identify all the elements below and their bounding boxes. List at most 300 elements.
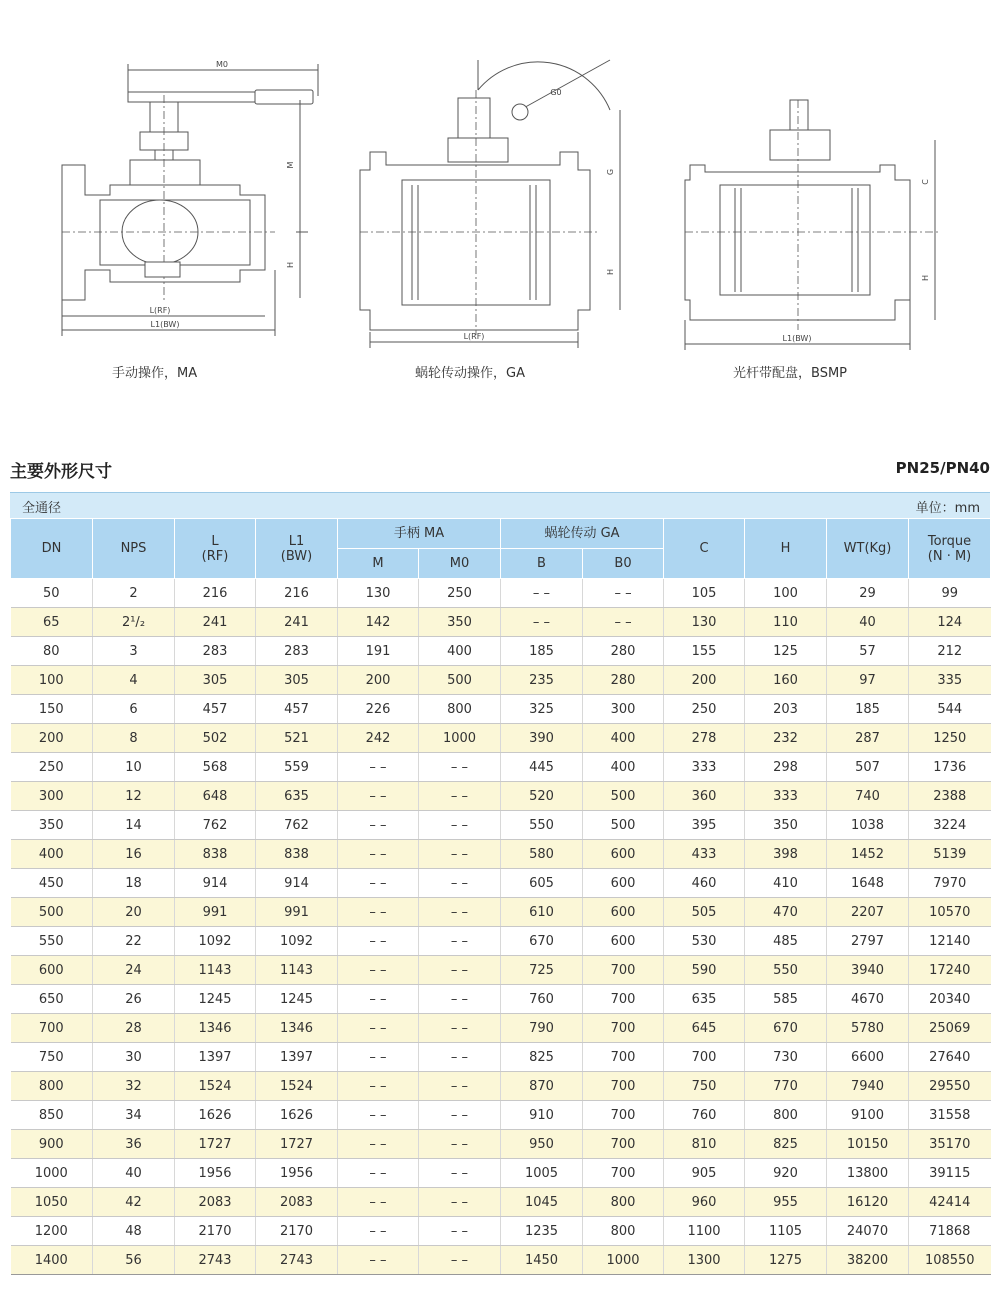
table-cell: 700 xyxy=(11,1014,93,1043)
table-cell: 600 xyxy=(583,840,664,869)
figure-caption-ma: 手动操作，MA xyxy=(112,366,198,381)
dim-h-label-3: H xyxy=(921,274,930,282)
table-cell: 42 xyxy=(93,1188,175,1217)
table-cell: 645 xyxy=(664,1014,745,1043)
table-cell: 700 xyxy=(583,985,664,1014)
table-cell: 470 xyxy=(745,898,827,927)
table-cell: 108550 xyxy=(909,1246,991,1275)
table-cell: 185 xyxy=(501,637,583,666)
table-cell: – – xyxy=(338,811,419,840)
table-cell: 400 xyxy=(583,724,664,753)
table-cell: 500 xyxy=(419,666,501,695)
table-cell: 635 xyxy=(256,782,338,811)
table-cell: 250 xyxy=(664,695,745,724)
table-cell: 770 xyxy=(745,1072,827,1101)
table-cell: 505 xyxy=(664,898,745,927)
table-cell: 1275 xyxy=(745,1246,827,1275)
table-cell: 590 xyxy=(664,956,745,985)
table-cell: 305 xyxy=(175,666,256,695)
table-cell: 991 xyxy=(175,898,256,927)
table-cell: 1346 xyxy=(175,1014,256,1043)
table-cell: 242 xyxy=(338,724,419,753)
table-cell: 12140 xyxy=(909,927,991,956)
table-cell: 825 xyxy=(501,1043,583,1072)
table-cell: 1245 xyxy=(175,985,256,1014)
table-cell: 725 xyxy=(501,956,583,985)
table-cell: 550 xyxy=(501,811,583,840)
table-cell: 3940 xyxy=(827,956,909,985)
table-cell: 700 xyxy=(583,956,664,985)
section-header xyxy=(10,457,990,485)
table-cell: – – xyxy=(338,927,419,956)
table-cell: – – xyxy=(419,869,501,898)
dim-m0-label: M0 xyxy=(216,60,228,69)
table-cell: 395 xyxy=(664,811,745,840)
table-cell: 500 xyxy=(11,898,93,927)
table-cell: 31558 xyxy=(909,1101,991,1130)
table-row xyxy=(11,840,991,869)
table-cell: 635 xyxy=(664,985,745,1014)
table-cell: 960 xyxy=(664,1188,745,1217)
table-cell: 7970 xyxy=(909,869,991,898)
table-cell: 450 xyxy=(11,869,93,898)
table-cell: 900 xyxy=(11,1130,93,1159)
col-m: M xyxy=(338,549,419,579)
table-cell: 1450 xyxy=(501,1246,583,1275)
table-cell: 1727 xyxy=(175,1130,256,1159)
table-cell: – – xyxy=(419,1217,501,1246)
dim-l1-label-3: L1(BW) xyxy=(782,334,812,343)
table-cell: 6600 xyxy=(827,1043,909,1072)
col-group-ma: 手柄 MA xyxy=(338,519,501,549)
table-cell: 5139 xyxy=(909,840,991,869)
table-cell: 1346 xyxy=(256,1014,338,1043)
table-row xyxy=(11,1043,991,1072)
table-cell: 42414 xyxy=(909,1188,991,1217)
table-cell: 333 xyxy=(664,753,745,782)
table-cell: 460 xyxy=(664,869,745,898)
table-cell: 65 xyxy=(11,608,93,637)
table-cell: 200 xyxy=(11,724,93,753)
col-m0: M0 xyxy=(419,549,501,579)
table-cell: 400 xyxy=(419,637,501,666)
table-cell: 585 xyxy=(745,985,827,1014)
table-cell: 550 xyxy=(745,956,827,985)
table-cell: 16120 xyxy=(827,1188,909,1217)
table-cell: 50 xyxy=(11,579,93,608)
table-cell: – – xyxy=(419,1246,501,1275)
table-cell: 24 xyxy=(93,956,175,985)
col-b0: B0 xyxy=(583,549,664,579)
table-cell: 648 xyxy=(175,782,256,811)
table-cell: – – xyxy=(419,1014,501,1043)
table-cell: 130 xyxy=(338,579,419,608)
table-cell: 1000 xyxy=(11,1159,93,1188)
table-row xyxy=(11,1014,991,1043)
table-cell: 670 xyxy=(745,1014,827,1043)
table-cell: 400 xyxy=(11,840,93,869)
table-cell: 300 xyxy=(583,695,664,724)
table-cell: 950 xyxy=(501,1130,583,1159)
table-cell: 241 xyxy=(256,608,338,637)
table-row xyxy=(11,1217,991,1246)
table-cell: 22 xyxy=(93,927,175,956)
table-cell: – – xyxy=(338,1217,419,1246)
table-cell: 7940 xyxy=(827,1072,909,1101)
table-row xyxy=(11,1101,991,1130)
table-cell: – – xyxy=(583,608,664,637)
table-cell: 250 xyxy=(419,579,501,608)
table-cell: 2797 xyxy=(827,927,909,956)
table-cell: 1143 xyxy=(256,956,338,985)
table-cell: 360 xyxy=(664,782,745,811)
table-cell: 287 xyxy=(827,724,909,753)
table-cell: 4 xyxy=(93,666,175,695)
table-cell: – – xyxy=(338,1130,419,1159)
table-cell: 507 xyxy=(827,753,909,782)
table-cell: 216 xyxy=(175,579,256,608)
table-cell: 100 xyxy=(745,579,827,608)
table-cell: 71868 xyxy=(909,1217,991,1246)
table-cell: 18 xyxy=(93,869,175,898)
table-cell: – – xyxy=(338,1188,419,1217)
col-torque: Torque (N · M) xyxy=(909,519,991,579)
table-row xyxy=(11,985,991,1014)
table-cell: 305 xyxy=(256,666,338,695)
table-cell: 40 xyxy=(827,608,909,637)
table-cell: 241 xyxy=(175,608,256,637)
table-cell: 155 xyxy=(664,637,745,666)
table-cell: 762 xyxy=(175,811,256,840)
table-row xyxy=(11,753,991,782)
table-row xyxy=(11,1130,991,1159)
table-cell: 39115 xyxy=(909,1159,991,1188)
table-row xyxy=(11,579,991,608)
table-cell: 914 xyxy=(256,869,338,898)
table-cell: – – xyxy=(338,1101,419,1130)
table-row xyxy=(11,1246,991,1275)
table-row xyxy=(11,927,991,956)
table-cell: – – xyxy=(338,956,419,985)
table-cell: 568 xyxy=(175,753,256,782)
table-row xyxy=(11,1188,991,1217)
table-cell: – – xyxy=(419,1101,501,1130)
table-cell: 920 xyxy=(745,1159,827,1188)
table-cell: 800 xyxy=(583,1188,664,1217)
table-cell: 150 xyxy=(11,695,93,724)
table-cell: 502 xyxy=(175,724,256,753)
col-dn: DN xyxy=(11,519,93,579)
table-cell: 1300 xyxy=(664,1246,745,1275)
table-cell: 750 xyxy=(11,1043,93,1072)
table-cell: 398 xyxy=(745,840,827,869)
table-cell: 2170 xyxy=(175,1217,256,1246)
table-cell: 27640 xyxy=(909,1043,991,1072)
table-cell: – – xyxy=(419,811,501,840)
table-cell: 30 xyxy=(93,1043,175,1072)
table-cell: 810 xyxy=(664,1130,745,1159)
table-cell: 760 xyxy=(664,1101,745,1130)
table-cell: 80 xyxy=(11,637,93,666)
table-cell: 283 xyxy=(256,637,338,666)
table-cell: 57 xyxy=(827,637,909,666)
table-cell: 760 xyxy=(501,985,583,1014)
table-cell: 191 xyxy=(338,637,419,666)
table-cell: 350 xyxy=(419,608,501,637)
col-c: C xyxy=(664,519,745,579)
table-cell: 700 xyxy=(664,1043,745,1072)
table-cell: 17240 xyxy=(909,956,991,985)
table-cell: 212 xyxy=(909,637,991,666)
table-cell: 1524 xyxy=(175,1072,256,1101)
table-cell: 730 xyxy=(745,1043,827,1072)
table-cell: 1092 xyxy=(256,927,338,956)
table-cell: 130 xyxy=(664,608,745,637)
table-cell: 1245 xyxy=(256,985,338,1014)
table-body xyxy=(11,579,991,1275)
table-row xyxy=(11,898,991,927)
table-cell: 250 xyxy=(11,753,93,782)
table-cell: – – xyxy=(419,1043,501,1072)
table-cell: 29550 xyxy=(909,1072,991,1101)
table-cell: 1736 xyxy=(909,753,991,782)
table-cell: 1235 xyxy=(501,1217,583,1246)
table-cell: 1956 xyxy=(256,1159,338,1188)
table-cell: – – xyxy=(501,579,583,608)
table-cell: 600 xyxy=(583,869,664,898)
table-cell: 790 xyxy=(501,1014,583,1043)
table-cell: 335 xyxy=(909,666,991,695)
table-cell: 838 xyxy=(256,840,338,869)
table-cell: 232 xyxy=(745,724,827,753)
table-cell: 559 xyxy=(256,753,338,782)
table-cell: 1956 xyxy=(175,1159,256,1188)
table-cell: – – xyxy=(338,869,419,898)
table-cell: – – xyxy=(338,985,419,1014)
table-cell: 991 xyxy=(256,898,338,927)
table-cell: 97 xyxy=(827,666,909,695)
figure-caption-bsmp: 光杆带配盘，BSMP xyxy=(733,366,847,381)
table-cell: 20340 xyxy=(909,985,991,1014)
dim-h-label-2: H xyxy=(606,268,615,276)
dim-l1-label: L1(BW) xyxy=(150,320,180,329)
table-cell: 1397 xyxy=(256,1043,338,1072)
table-cell: 100 xyxy=(11,666,93,695)
table-cell: 3 xyxy=(93,637,175,666)
table-cell: 955 xyxy=(745,1188,827,1217)
table-cell: 26 xyxy=(93,985,175,1014)
table-cell: – – xyxy=(338,1014,419,1043)
table-cell: 333 xyxy=(745,782,827,811)
table-cell: 520 xyxy=(501,782,583,811)
pressure-class: PN25/PN40 xyxy=(895,459,990,477)
table-cell: – – xyxy=(419,782,501,811)
table-cell: 445 xyxy=(501,753,583,782)
bore-type: 全通径 xyxy=(22,501,62,516)
table-cell: 2¹/₂ xyxy=(93,608,175,637)
table-cell: 325 xyxy=(501,695,583,724)
table-cell: 1050 xyxy=(11,1188,93,1217)
col-nps: NPS xyxy=(93,519,175,579)
table-row xyxy=(11,782,991,811)
table-row xyxy=(11,608,991,637)
table-cell: 800 xyxy=(745,1101,827,1130)
table-cell: 457 xyxy=(256,695,338,724)
table-cell: 350 xyxy=(11,811,93,840)
table-cell: 142 xyxy=(338,608,419,637)
table-cell: 410 xyxy=(745,869,827,898)
table-cell: 850 xyxy=(11,1101,93,1130)
table-cell: 8 xyxy=(93,724,175,753)
table-cell: 10570 xyxy=(909,898,991,927)
col-group-ga: 蜗轮传动 GA xyxy=(501,519,664,549)
table-cell: – – xyxy=(338,898,419,927)
table-cell: – – xyxy=(419,1188,501,1217)
table-cell: 1250 xyxy=(909,724,991,753)
table-cell: 29 xyxy=(827,579,909,608)
table-cell: 10 xyxy=(93,753,175,782)
table-cell: 700 xyxy=(583,1072,664,1101)
table-cell: 283 xyxy=(175,637,256,666)
table-cell: – – xyxy=(419,927,501,956)
table-cell: 700 xyxy=(583,1014,664,1043)
table-cell: 350 xyxy=(745,811,827,840)
table-cell: 610 xyxy=(501,898,583,927)
table-cell: 226 xyxy=(338,695,419,724)
table-cell: 3224 xyxy=(909,811,991,840)
table-cell: 38200 xyxy=(827,1246,909,1275)
table-cell: 2170 xyxy=(256,1217,338,1246)
unit-label: 单位：mm xyxy=(915,501,980,516)
table-cell: 550 xyxy=(11,927,93,956)
table-cell: 14 xyxy=(93,811,175,840)
table-cell: – – xyxy=(419,985,501,1014)
col-b: B xyxy=(501,549,583,579)
table-cell: – – xyxy=(419,956,501,985)
table-cell: 1626 xyxy=(256,1101,338,1130)
table-cell: – – xyxy=(419,1159,501,1188)
table-cell: 700 xyxy=(583,1043,664,1072)
table-cell: 36 xyxy=(93,1130,175,1159)
table-cell: 838 xyxy=(175,840,256,869)
ga-valve-drawing xyxy=(360,60,620,348)
table-cell: 2207 xyxy=(827,898,909,927)
table-row xyxy=(11,956,991,985)
table-cell: 800 xyxy=(11,1072,93,1101)
dim-l-label: L(RF) xyxy=(149,306,171,315)
dim-c-label: C xyxy=(921,179,930,185)
table-cell: 1648 xyxy=(827,869,909,898)
table-cell: 433 xyxy=(664,840,745,869)
table-cell: 1524 xyxy=(256,1072,338,1101)
table-row xyxy=(11,637,991,666)
table-cell: 2743 xyxy=(175,1246,256,1275)
table-cell: 2 xyxy=(93,579,175,608)
valve-drawings xyxy=(0,0,1000,400)
table-cell: 1626 xyxy=(175,1101,256,1130)
table-cell: 25069 xyxy=(909,1014,991,1043)
table-cell: 105 xyxy=(664,579,745,608)
table-cell: 390 xyxy=(501,724,583,753)
bsmp-valve-drawing xyxy=(685,100,940,350)
table-cell: 16 xyxy=(93,840,175,869)
table-cell: – – xyxy=(419,898,501,927)
table-cell: 600 xyxy=(583,898,664,927)
dim-m-label: M xyxy=(286,161,295,169)
table-cell: 185 xyxy=(827,695,909,724)
table-cell: 200 xyxy=(338,666,419,695)
table-subheader xyxy=(10,492,990,519)
table-cell: 800 xyxy=(583,1217,664,1246)
table-cell: – – xyxy=(419,1072,501,1101)
table-cell: – – xyxy=(419,840,501,869)
table-cell: 280 xyxy=(583,666,664,695)
table-cell: 400 xyxy=(583,753,664,782)
table-cell: 13800 xyxy=(827,1159,909,1188)
table-cell: 298 xyxy=(745,753,827,782)
table-cell: 700 xyxy=(583,1159,664,1188)
table-cell: – – xyxy=(419,753,501,782)
table-cell: 1105 xyxy=(745,1217,827,1246)
table-cell: 24070 xyxy=(827,1217,909,1246)
table-cell: 500 xyxy=(583,811,664,840)
table-cell: 203 xyxy=(745,695,827,724)
table-cell: 125 xyxy=(745,637,827,666)
table-cell: 700 xyxy=(583,1101,664,1130)
table-cell: 4670 xyxy=(827,985,909,1014)
table-cell: 160 xyxy=(745,666,827,695)
table-cell: 1727 xyxy=(256,1130,338,1159)
table-cell: 56 xyxy=(93,1246,175,1275)
table-row xyxy=(11,1072,991,1101)
table-cell: 124 xyxy=(909,608,991,637)
table-row xyxy=(11,869,991,898)
table-cell: 6 xyxy=(93,695,175,724)
table-cell: 2743 xyxy=(256,1246,338,1275)
table-cell: 1400 xyxy=(11,1246,93,1275)
table-cell: 521 xyxy=(256,724,338,753)
table-cell: 2388 xyxy=(909,782,991,811)
table-cell: 110 xyxy=(745,608,827,637)
table-cell: 870 xyxy=(501,1072,583,1101)
table-cell: – – xyxy=(338,753,419,782)
ma-valve-drawing xyxy=(62,64,318,336)
table-cell: 216 xyxy=(256,579,338,608)
table-cell: 914 xyxy=(175,869,256,898)
table-cell: 762 xyxy=(256,811,338,840)
col-l: L (RF) xyxy=(175,519,256,579)
table-cell: 580 xyxy=(501,840,583,869)
table-cell: – – xyxy=(338,782,419,811)
table-cell: 48 xyxy=(93,1217,175,1246)
table-cell: 280 xyxy=(583,637,664,666)
table-cell: 9100 xyxy=(827,1101,909,1130)
table-cell: 650 xyxy=(11,985,93,1014)
table-cell: 28 xyxy=(93,1014,175,1043)
table-cell: 750 xyxy=(664,1072,745,1101)
table-row xyxy=(11,666,991,695)
table-cell: 35170 xyxy=(909,1130,991,1159)
table-cell: 10150 xyxy=(827,1130,909,1159)
table-cell: – – xyxy=(338,1159,419,1188)
table-cell: 1092 xyxy=(175,927,256,956)
col-wt: WT(Kg) xyxy=(827,519,909,579)
table-cell: 1000 xyxy=(419,724,501,753)
table-cell: 457 xyxy=(175,695,256,724)
table-cell: 825 xyxy=(745,1130,827,1159)
table-cell: – – xyxy=(338,1043,419,1072)
table-cell: 2083 xyxy=(256,1188,338,1217)
